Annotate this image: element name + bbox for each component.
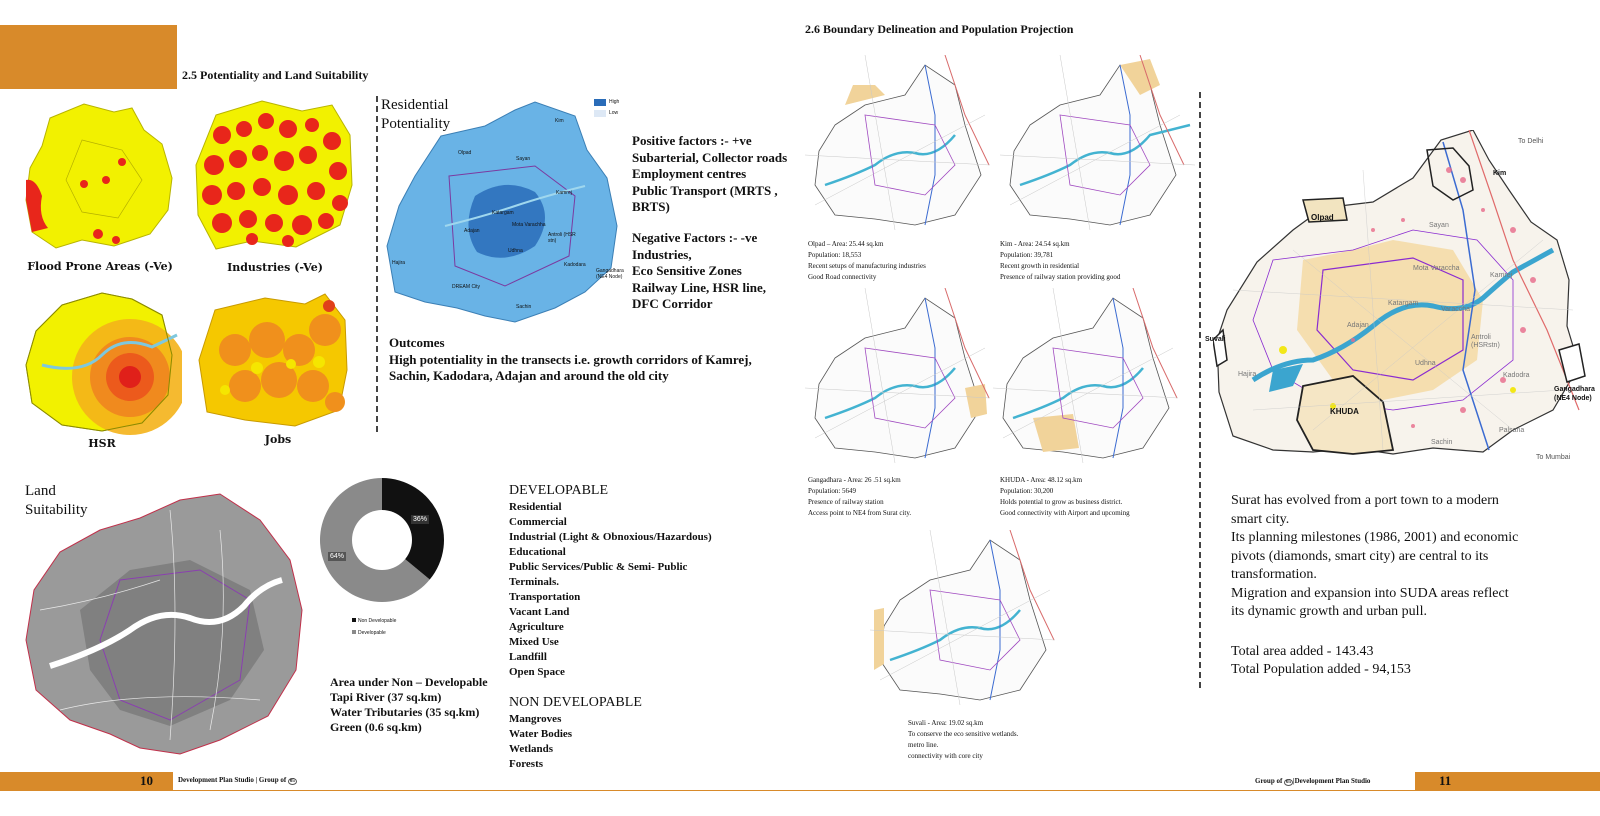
group-badge-icon: 05 [289, 779, 295, 784]
map-label-kadodara: Kadodara [564, 262, 586, 268]
hsr-map [22, 285, 182, 435]
map-label-dream: DREAM City [452, 284, 481, 290]
non-dev-area-title: Area under Non – Developable [330, 675, 488, 689]
map-label-hajira: Hajira [392, 260, 406, 266]
positive-title: Positive factors :- +ve [632, 133, 752, 148]
industries-caption: Industries (-Ve) [227, 261, 323, 274]
non-developable-item: Mangroves [509, 713, 562, 725]
negative-item: DFC Corridor [632, 296, 713, 311]
map-label-sayan-big: Sayan [1429, 222, 1449, 229]
legend-low-label: Low [609, 110, 619, 116]
developable-item: Vacant Land [509, 606, 570, 618]
developable-item: Public Services/Public & Semi- Public [509, 561, 688, 573]
developable-item: Landfill [509, 651, 547, 663]
boundary-map-khuda [993, 288, 1178, 463]
developable-item: Industrial (Light & Obnoxious/Hazardous) [509, 531, 712, 543]
negative-item: Eco Sensitive Zones [632, 263, 742, 278]
footer-line-right [800, 790, 1415, 791]
boundary-map-kim [1000, 55, 1195, 230]
total-population: Total Population added - 94,153 [1231, 662, 1411, 677]
jobs-caption: Jobs [264, 433, 292, 446]
outcomes-line: High potentiality in the transects i.e. growth corridors of Kamrej, [389, 351, 752, 367]
section-title: 2.5 Potentiality and Land Suitability [182, 68, 369, 82]
map-label-hajira-big: Hajira [1238, 371, 1257, 378]
panel-caption-gangadhara: Gangadhara - Area: 26 .51 sq.km Population: 5649 Presence of railway station Access point to NE4 from Surat city. [808, 476, 912, 517]
developable-item: Open Space [509, 666, 565, 678]
map-label-antroli: Antroli (HSR stn) [548, 232, 576, 244]
map-label-kamrej-big: Kamrej [1490, 272, 1513, 279]
legend-high-swatch [594, 99, 606, 106]
non-dev-area-item: Green (0.6 sq.km) [330, 720, 422, 734]
boundary-map-gangadhara [805, 288, 990, 463]
total-area: Total area added - 143.43 [1231, 644, 1374, 659]
footer-text-left: Development Plan Studio | Group of 05 [178, 776, 295, 784]
non-developable-list [509, 712, 572, 772]
hsr-caption: HSR [88, 437, 116, 450]
developable-item: Agriculture [509, 621, 564, 633]
outcomes [389, 335, 752, 385]
non-dev-area-item: Water Tributaries (35 sq.km) [330, 705, 480, 719]
developable-item: Educational [509, 546, 566, 558]
developable-item: Mixed Use [509, 636, 559, 648]
flood-caption: Flood Prone Areas (-Ve) [27, 260, 173, 273]
group-badge-icon-right: 05 [1286, 780, 1292, 785]
flood-prone-map [22, 100, 180, 252]
map-label-to-delhi: To Delhi [1518, 138, 1544, 145]
outcomes-line: Sachin, Kadodara, Adajan and around the old city [389, 368, 669, 383]
non-developable-item: Forests [509, 758, 544, 770]
map-label-kim-big: Kim [1493, 170, 1507, 177]
map-label-gangadhara: Gangadhara (NE4 Node) [596, 268, 624, 280]
negative-title: Negative Factors :- -ve [632, 230, 758, 245]
legend-high-label: High [609, 99, 620, 105]
map-label-olpad: Olpad [458, 150, 472, 156]
divider-dashed-right [1199, 92, 1201, 688]
panel-caption-khuda: KHUDA - Area: 48.12 sq.km Population: 30,200 Holds potential to grow as business district. Good connectivity with Airport and upcoming [1000, 476, 1130, 517]
map-label-udhna-big: Udhna [1415, 360, 1436, 367]
map-label-sachin: Sachin [516, 304, 532, 310]
map-label-varaccha-big: Varaccha [1441, 306, 1471, 313]
map-label-udhna: Udhna [508, 248, 523, 254]
map-label-adajan-big: Adajan [1347, 322, 1369, 329]
positive-factors [632, 133, 787, 216]
legend-developable: Developable [352, 627, 396, 639]
map-label-sachin-big: Sachin [1431, 439, 1453, 446]
boundary-map-suvali [870, 530, 1055, 705]
outcomes-title: Outcomes [389, 335, 445, 350]
land-suitability-map [20, 490, 305, 758]
map-label-katargam: Katargam [492, 210, 514, 216]
map-label-adajan: Adajan [464, 228, 480, 234]
positive-item: Subarterial, Collector roads [632, 149, 788, 165]
negative-item: Railway Line, HSR line, [632, 279, 766, 295]
map-label-olpad-big: Olpad [1311, 213, 1334, 222]
map-label-khuda-big: KHUDA [1330, 407, 1359, 416]
divider-dashed [376, 96, 378, 432]
map-label-mota-big: Mota Varaccha [1413, 265, 1460, 272]
footer-text-right: Group of 05 |Development Plan Studio [1255, 777, 1371, 785]
header-accent-bar [0, 25, 177, 89]
developable-item: Residential [509, 501, 562, 513]
boundary-map-olpad [805, 55, 990, 230]
positive-item: BRTS) [632, 199, 670, 214]
residential-title-line-1: Residential [381, 97, 449, 113]
non-developable-item: Water Bodies [509, 728, 573, 740]
land-title-line-1: Land [25, 483, 56, 499]
map-label-kamrej: Kamrej [556, 190, 572, 196]
negative-factors [632, 230, 766, 313]
summary-text: Surat has evolved from a port town to a modern smart city. Its planning milestones (1986, 2001) and economic pivots (diamonds, smart city) are central to its transformation. Migration and expansion into SUDA areas reflect its dynamic growth and urban pull. [1231, 493, 1519, 619]
non-developable-item: Wetlands [509, 743, 554, 755]
donut-label-dev: 64% [330, 553, 345, 560]
map-label-to-mumbai: To Mumbai [1536, 454, 1571, 461]
developable-item: Commercial [509, 516, 567, 528]
developable-item: Transportation [509, 591, 581, 603]
map-label-sayan: Sayan [516, 156, 531, 162]
map-label-mota: Mota Varachha [512, 222, 546, 228]
map-label-katargam-big: Katargam [1388, 300, 1419, 307]
negative-item: Industries, [632, 246, 692, 262]
map-label-suvali-big: Suvali [1205, 336, 1226, 343]
industries-map [192, 95, 357, 255]
positive-item: Employment centres [632, 166, 747, 181]
map-label-palsana-big: Palsana [1499, 427, 1525, 434]
developable-title: DEVELOPABLE [509, 483, 609, 498]
map-label-kadodra-big: Kadodra [1503, 372, 1530, 379]
residential-title-line-2: Potentiality [381, 116, 451, 132]
developable-item: Terminals. [509, 576, 560, 588]
map-label-kim: Kim [555, 118, 564, 124]
land-title-line-2: Suitability [25, 502, 88, 518]
non-developable-title: NON DEVELOPABLE [509, 695, 642, 710]
page-number-right: 11 [1439, 773, 1452, 788]
developable-list [509, 500, 712, 680]
page-number-left: 10 [140, 773, 153, 788]
legend-non-developable: Non Developable [352, 615, 396, 627]
developability-donut-chart [312, 470, 452, 610]
section-title-right: 2.6 Boundary Delineation and Population Projection [805, 22, 1074, 36]
panel-caption-olpad: Olpad – Area: 25.44 sq.km Population: 18,553 Recent setups of manufacturing industries Good Road connectivity [808, 240, 926, 281]
panel-caption-kim: Kim - Area: 24.54 sq.km Population: 39,781 Recent growth in residential Presence of railway station providing good [1000, 240, 1121, 281]
donut-label-non: 36% [413, 516, 428, 523]
non-developable-area [330, 675, 488, 735]
footer-line-left [173, 790, 800, 791]
legend-low-swatch [594, 110, 606, 117]
donut-legend [352, 615, 396, 639]
non-dev-area-item: Tapi River (37 sq.km) [330, 690, 442, 704]
jobs-map [195, 290, 355, 430]
map-label-gangadhara-big: Gangadhara (NE4 Node) [1554, 386, 1595, 402]
map-label-antroli-big: Antroli (HSRstn) [1471, 334, 1500, 349]
panel-caption-suvali: Suvali - Area: 19.02 sq.km To conserve the eco sensitive wetlands. metro line. connectivity with core city [908, 719, 1019, 760]
positive-item: Public Transport (MRTS , [632, 182, 778, 198]
